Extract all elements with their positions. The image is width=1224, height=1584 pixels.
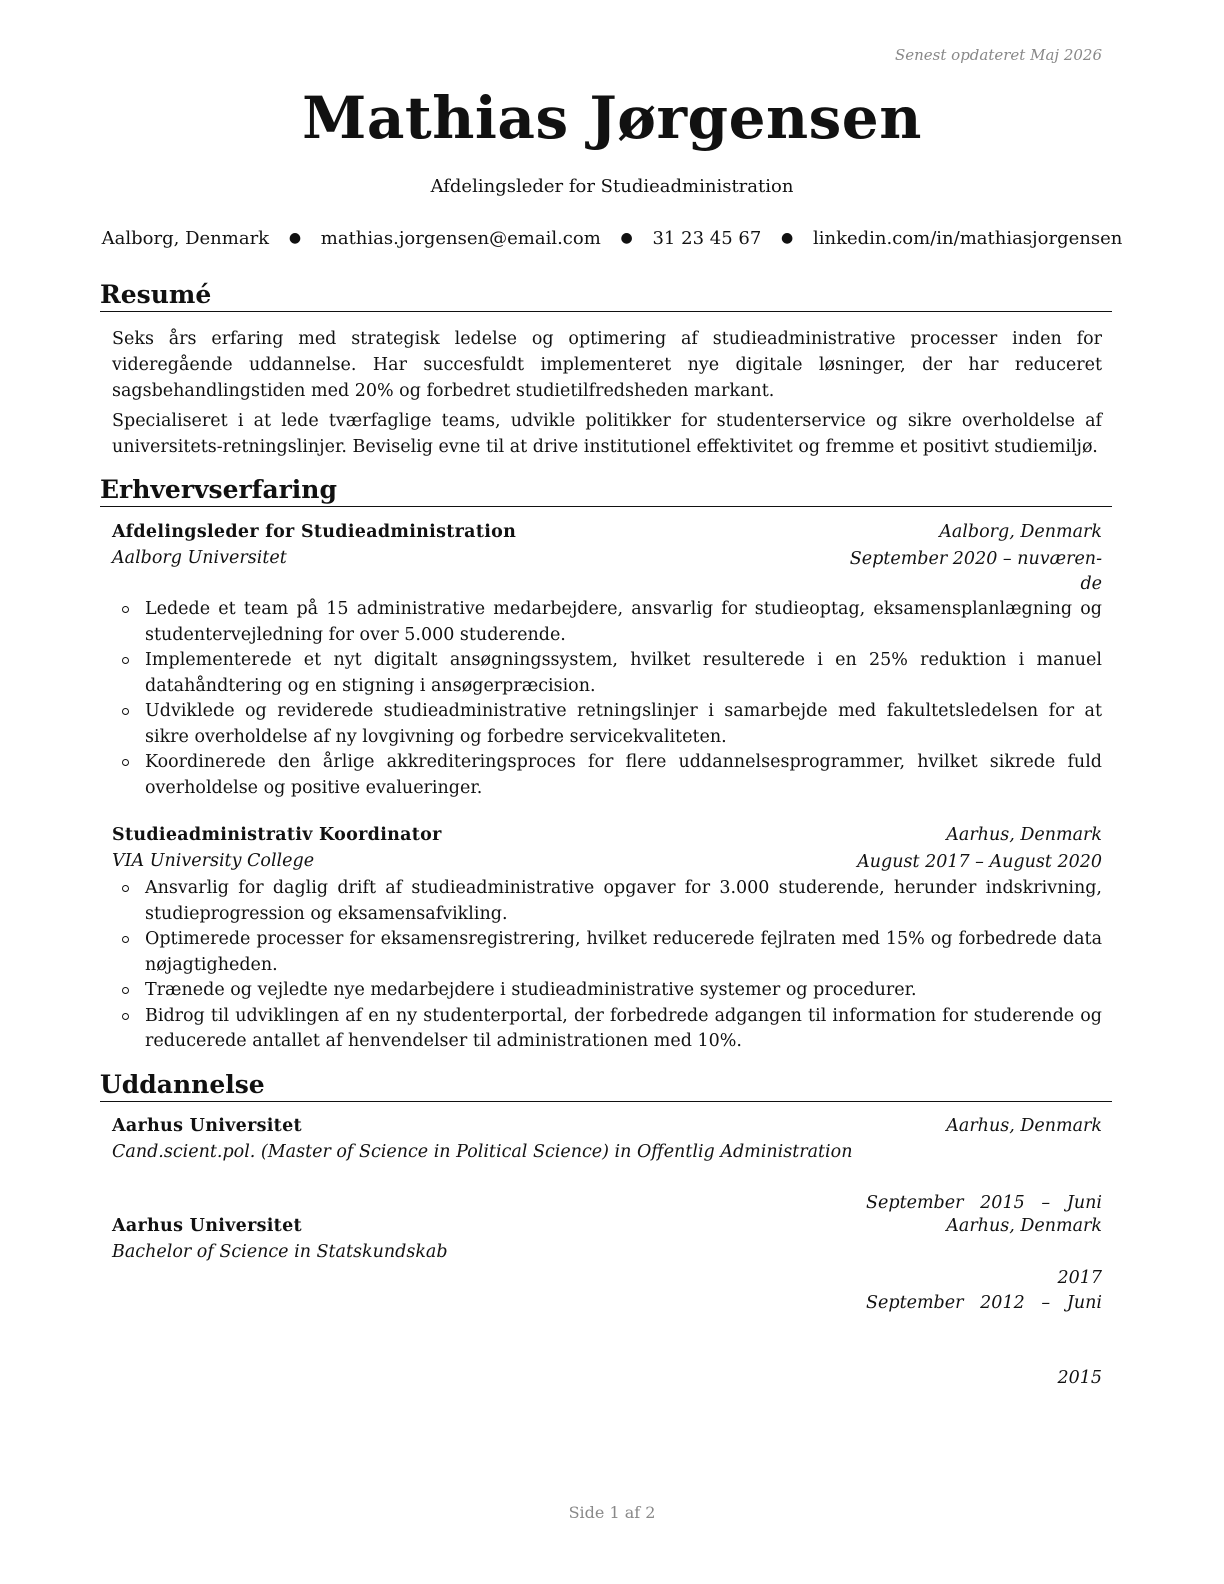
education-dates-line: 2017	[1057, 1268, 1102, 1288]
education-school: Aarhus Universitet	[112, 1216, 302, 1236]
job-title: Afdelingsleder for Studieadministration	[430, 176, 794, 197]
circle-bullet-icon	[122, 885, 129, 892]
circle-bullet-icon	[122, 987, 129, 994]
job-dates	[850, 547, 1102, 597]
section-heading-education: Uddannelse	[100, 1070, 1112, 1102]
job-dates-line: September 2020 – nuværen-	[849, 549, 1102, 569]
bullet-separator: ●	[781, 230, 794, 246]
summary-paragraph: Specialiseret i at lede tværfaglige teams, udvikle politikker for studenterservice og sikre overholdelse af universitets-retningslinjer. Beviselig evne til at drive institutionel effektivitet og fremme et positivt studiemiljø.	[112, 411, 1102, 457]
contact-location: Aalborg, Denmark	[101, 228, 270, 249]
circle-bullet-icon	[122, 936, 129, 943]
page-number: Side 1 af 2	[568, 1503, 656, 1522]
list-item	[112, 699, 1102, 750]
job-title: Studieadministrativ Koordinator	[112, 825, 442, 845]
section-heading-experience: Erhvervserfaring	[100, 475, 1112, 507]
job-organization: Aalborg Universitet	[112, 548, 287, 568]
section-heading-summary: Resumé	[100, 280, 1112, 312]
education-dates-line: September 2012 – Juni	[866, 1293, 1102, 1313]
list-item	[112, 978, 1102, 1004]
education-degree: Bachelor of Science in Statskundskab	[112, 1242, 448, 1262]
job-dates-line: August 2017 – August 2020	[857, 852, 1102, 872]
person-name: Mathias Jørgensen	[302, 84, 922, 152]
job-location: Aalborg, Denmark	[939, 522, 1102, 542]
job-dates-line: de	[1080, 574, 1102, 594]
list-item	[112, 927, 1102, 978]
contact-phone[interactable]: 31 23 45 67	[652, 228, 762, 249]
education-location: Aarhus, Denmark	[946, 1216, 1102, 1236]
circle-bullet-icon	[122, 759, 129, 766]
bullet-text: Trænede og vejledte nye medarbejdere i studieadministrative systemer og procedurer.	[145, 980, 917, 1000]
bullet-text: Ledede et team på 15 administrative medarbejdere, ansvarlig for studieoptag, eksamensplanlægning og studentervejledning for over 5.000 studerende.	[145, 599, 1102, 645]
list-item	[112, 876, 1102, 927]
list-item	[112, 1004, 1102, 1055]
bullet-separator: ●	[288, 230, 302, 246]
education-school: Aarhus Universitet	[112, 1116, 302, 1136]
job-bullet-list	[112, 876, 1102, 1055]
circle-bullet-icon	[122, 657, 129, 664]
contact-linkedin[interactable]: linkedin.com/in/mathiasjorgensen	[812, 228, 1123, 249]
bullet-text: Ansvarlig for daglig drift af studieadministrative opgaver for 3.000 studerende, herunder indskrivning, studieprogression og eksamensafvikling.	[145, 878, 1102, 924]
last-updated: Senest opdateret Maj 2026	[894, 46, 1102, 64]
bullet-text: Bidrog til udviklingen af en ny studenterportal, der forbedrede adgangen til information for studerende og reducerede antallet af henvendelser til administrationen med 10%.	[145, 1005, 1102, 1051]
education-dates	[866, 1241, 1102, 1441]
job-dates	[857, 850, 1102, 875]
bullet-text: Implementerede et nyt digitalt ansøgningssystem, hvilket resulterede i en 25% reduktion i manuel datahåndtering og en stigning i ansøgerpræcision.	[145, 650, 1102, 696]
contact-line	[0, 228, 1224, 249]
job-location: Aarhus, Denmark	[946, 825, 1102, 845]
list-item	[112, 597, 1102, 648]
job-bullet-list	[112, 597, 1102, 801]
contact-email[interactable]: mathias.jorgensen@email.com	[320, 228, 601, 249]
bullet-text: Koordinerede den årlige akkrediteringsproces for flere uddannelsesprogrammer, hvilket sikrede fuld overholdelse og positive evalueringer.	[145, 752, 1102, 798]
education-dates-line: September 2015 – Juni	[866, 1193, 1102, 1213]
list-item	[112, 750, 1102, 801]
circle-bullet-icon	[122, 1013, 129, 1020]
summary-paragraph: Seks års erfaring med strategisk ledelse og optimering af studieadministrative processer inden for videregående uddannelse. Har succesfuldt implementeret nye digitale løsninger, der har reduceret sagsbehandlingstiden med 20% og forbedret studietilfredsheden markant.	[112, 329, 1102, 401]
bullet-text: Udviklede og reviderede studieadministrative retningslinjer i samarbejde med fakultetsledelsen for at sikre overholdelse af ny lovgivning og forbedre servicekvaliteten.	[145, 701, 1102, 747]
circle-bullet-icon	[122, 708, 129, 715]
job-organization: VIA University College	[112, 851, 315, 871]
bullet-text: Optimerede processer for eksamensregistrering, hvilket reducerede fejlraten med 15% og forbedrede data nøjagtigheden.	[145, 929, 1102, 975]
job-title: Afdelingsleder for Studieadministration	[112, 522, 517, 542]
education-location: Aarhus, Denmark	[946, 1116, 1102, 1136]
education-dates-line: 2015	[1057, 1368, 1102, 1388]
circle-bullet-icon	[122, 606, 129, 613]
education-degree: Cand.scient.pol. (Master of Science in Political Science) in Offentlig Administration	[112, 1142, 853, 1162]
list-item	[112, 648, 1102, 699]
bullet-separator: ●	[620, 230, 633, 246]
